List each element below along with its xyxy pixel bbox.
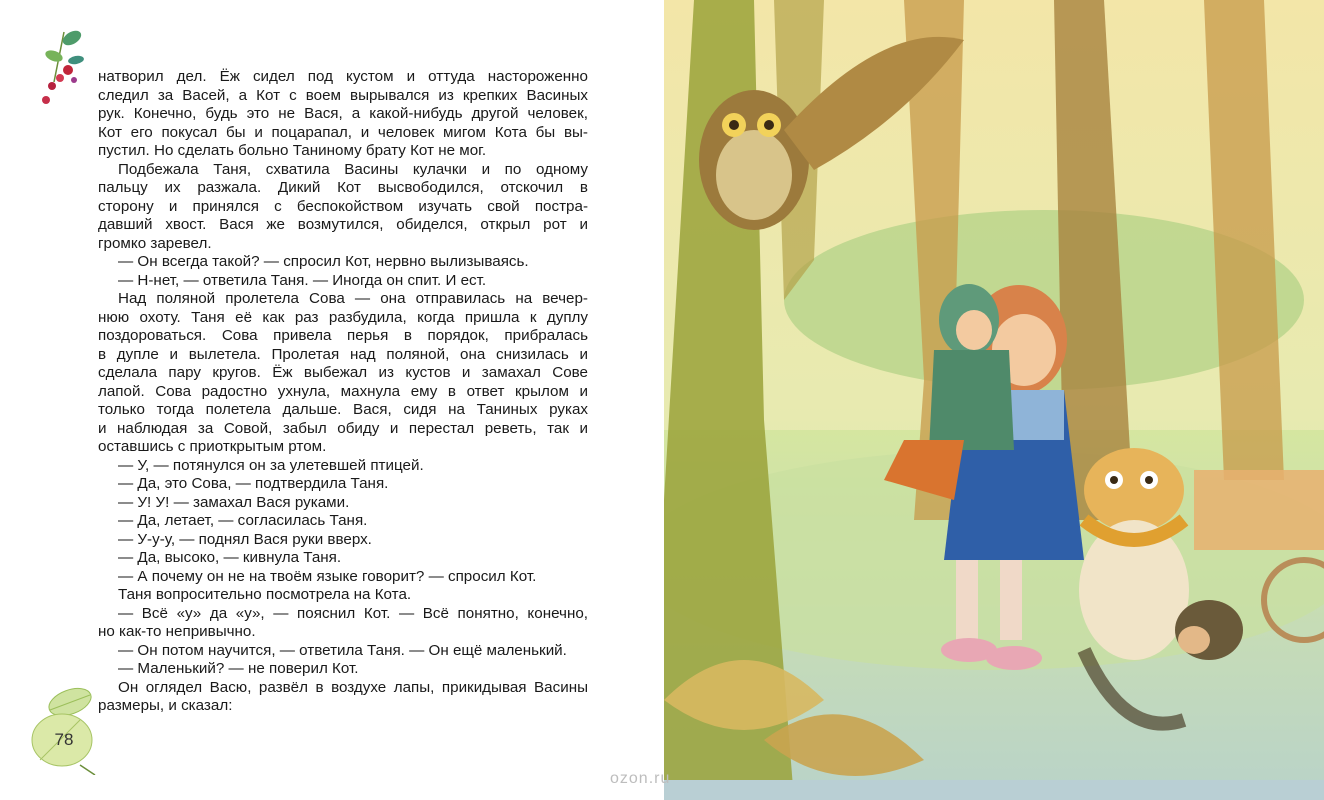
text-line: но как-то непривычно. — [98, 623, 256, 640]
text-line: следил за Васей, а Кот с воем вырывался из крепких Васиных — [98, 86, 588, 104]
story-text — [98, 68, 588, 716]
text-line: поздороваться. Сова привела перья в порядок, прибралась — [98, 327, 588, 344]
text-line: — Н-нет, — ответила Таня. — Иногда он спит. И ест. — [118, 271, 487, 289]
text-line: натворил дел. Ёж сидел под кустом и оттуда настороженно — [98, 68, 588, 85]
text-line: — Да, летает, — согласилась Таня. — [118, 512, 368, 529]
text-line: нюю охоту. Таня её как раз разбудила, когда пришла к дуплу — [98, 308, 588, 326]
text-line: — Он всегда такой? — спросил Кот, нервно вылизываясь. — [118, 253, 529, 270]
text-line: громко заревел. — [98, 234, 212, 252]
text-line: сторону и принялся с беспокойством изучать свой постра- — [98, 197, 588, 215]
watermark: ozon.ru — [610, 770, 671, 787]
text-line: рук. Конечно, будь это не Вася, а какой-нибудь другой человек, — [98, 105, 588, 122]
text-line: Подбежала Таня, схватила Васины кулачки и по одному — [118, 160, 588, 178]
berry-branch-icon — [24, 22, 96, 112]
text-line: — У, — потянулся он за улетевшей птицей. — [118, 456, 424, 474]
text-line: размеры, и сказал: — [98, 697, 233, 714]
text-line: оставшись с приоткрытым ртом. — [98, 438, 327, 455]
text-line: — Всё «у» да «у», — пояснил Кот. — Всё понятно, конечно, — [118, 604, 588, 622]
text-line: Таня вопросительно посмотрела на Кота. — [118, 586, 412, 603]
text-line: пустил. Но сделать больно Таниному брату Кот не мог. — [98, 142, 487, 159]
text-line: — А почему он не на твоём языке говорит? — спросил Кот. — [118, 567, 537, 585]
text-line: — У! У! — замахал Вася руками. — [118, 493, 350, 511]
text-line: — Да, это Сова, — подтвердила Таня. — [118, 475, 389, 492]
text-line: в дупле и вылетела. Пролетая над поляной, она снизилась и — [98, 345, 588, 363]
text-line: Кот его покусал бы и поцарапал, и человек мигом Кота бы вы- — [98, 123, 588, 141]
text-line: и наблюдая за Совой, забыл обиду и перестал реветь, так и — [98, 419, 588, 437]
text-line: пальцу их разжала. Дикий Кот высвободился, отскочил в — [98, 179, 588, 196]
text-line: давший хвост. Вася же возмутился, обиделся, открыл рот и — [98, 216, 588, 233]
text-line: Он оглядел Васю, развёл в воздухе лапы, прикидывая Васины — [118, 678, 588, 696]
page-number: 78 — [54, 730, 74, 749]
text-line: лапой. Сова радостно ухнула, махнула ему в ответ крылом и — [98, 382, 588, 400]
text-line: только тогда полетела дальше. Вася, сидя на Таниных руках — [98, 401, 588, 418]
forest-illustration — [664, 0, 1324, 800]
text-line: — Да, высоко, — кивнула Таня. — [118, 549, 342, 566]
text-line: — Маленький? — не поверил Кот. — [118, 660, 359, 677]
text-line: — У-у-у, — поднял Вася руки вверх. — [118, 530, 372, 548]
leaf-branch-icon — [20, 680, 100, 775]
text-line: сделала пару кругов. Ёж выбежал из кустов и замахал Сове — [98, 364, 588, 381]
text-line: Над поляной пролетела Сова — она отправилась на вечер- — [118, 290, 588, 307]
text-line: — Он потом научится, — ответила Таня. — Он ещё маленький. — [118, 641, 567, 659]
